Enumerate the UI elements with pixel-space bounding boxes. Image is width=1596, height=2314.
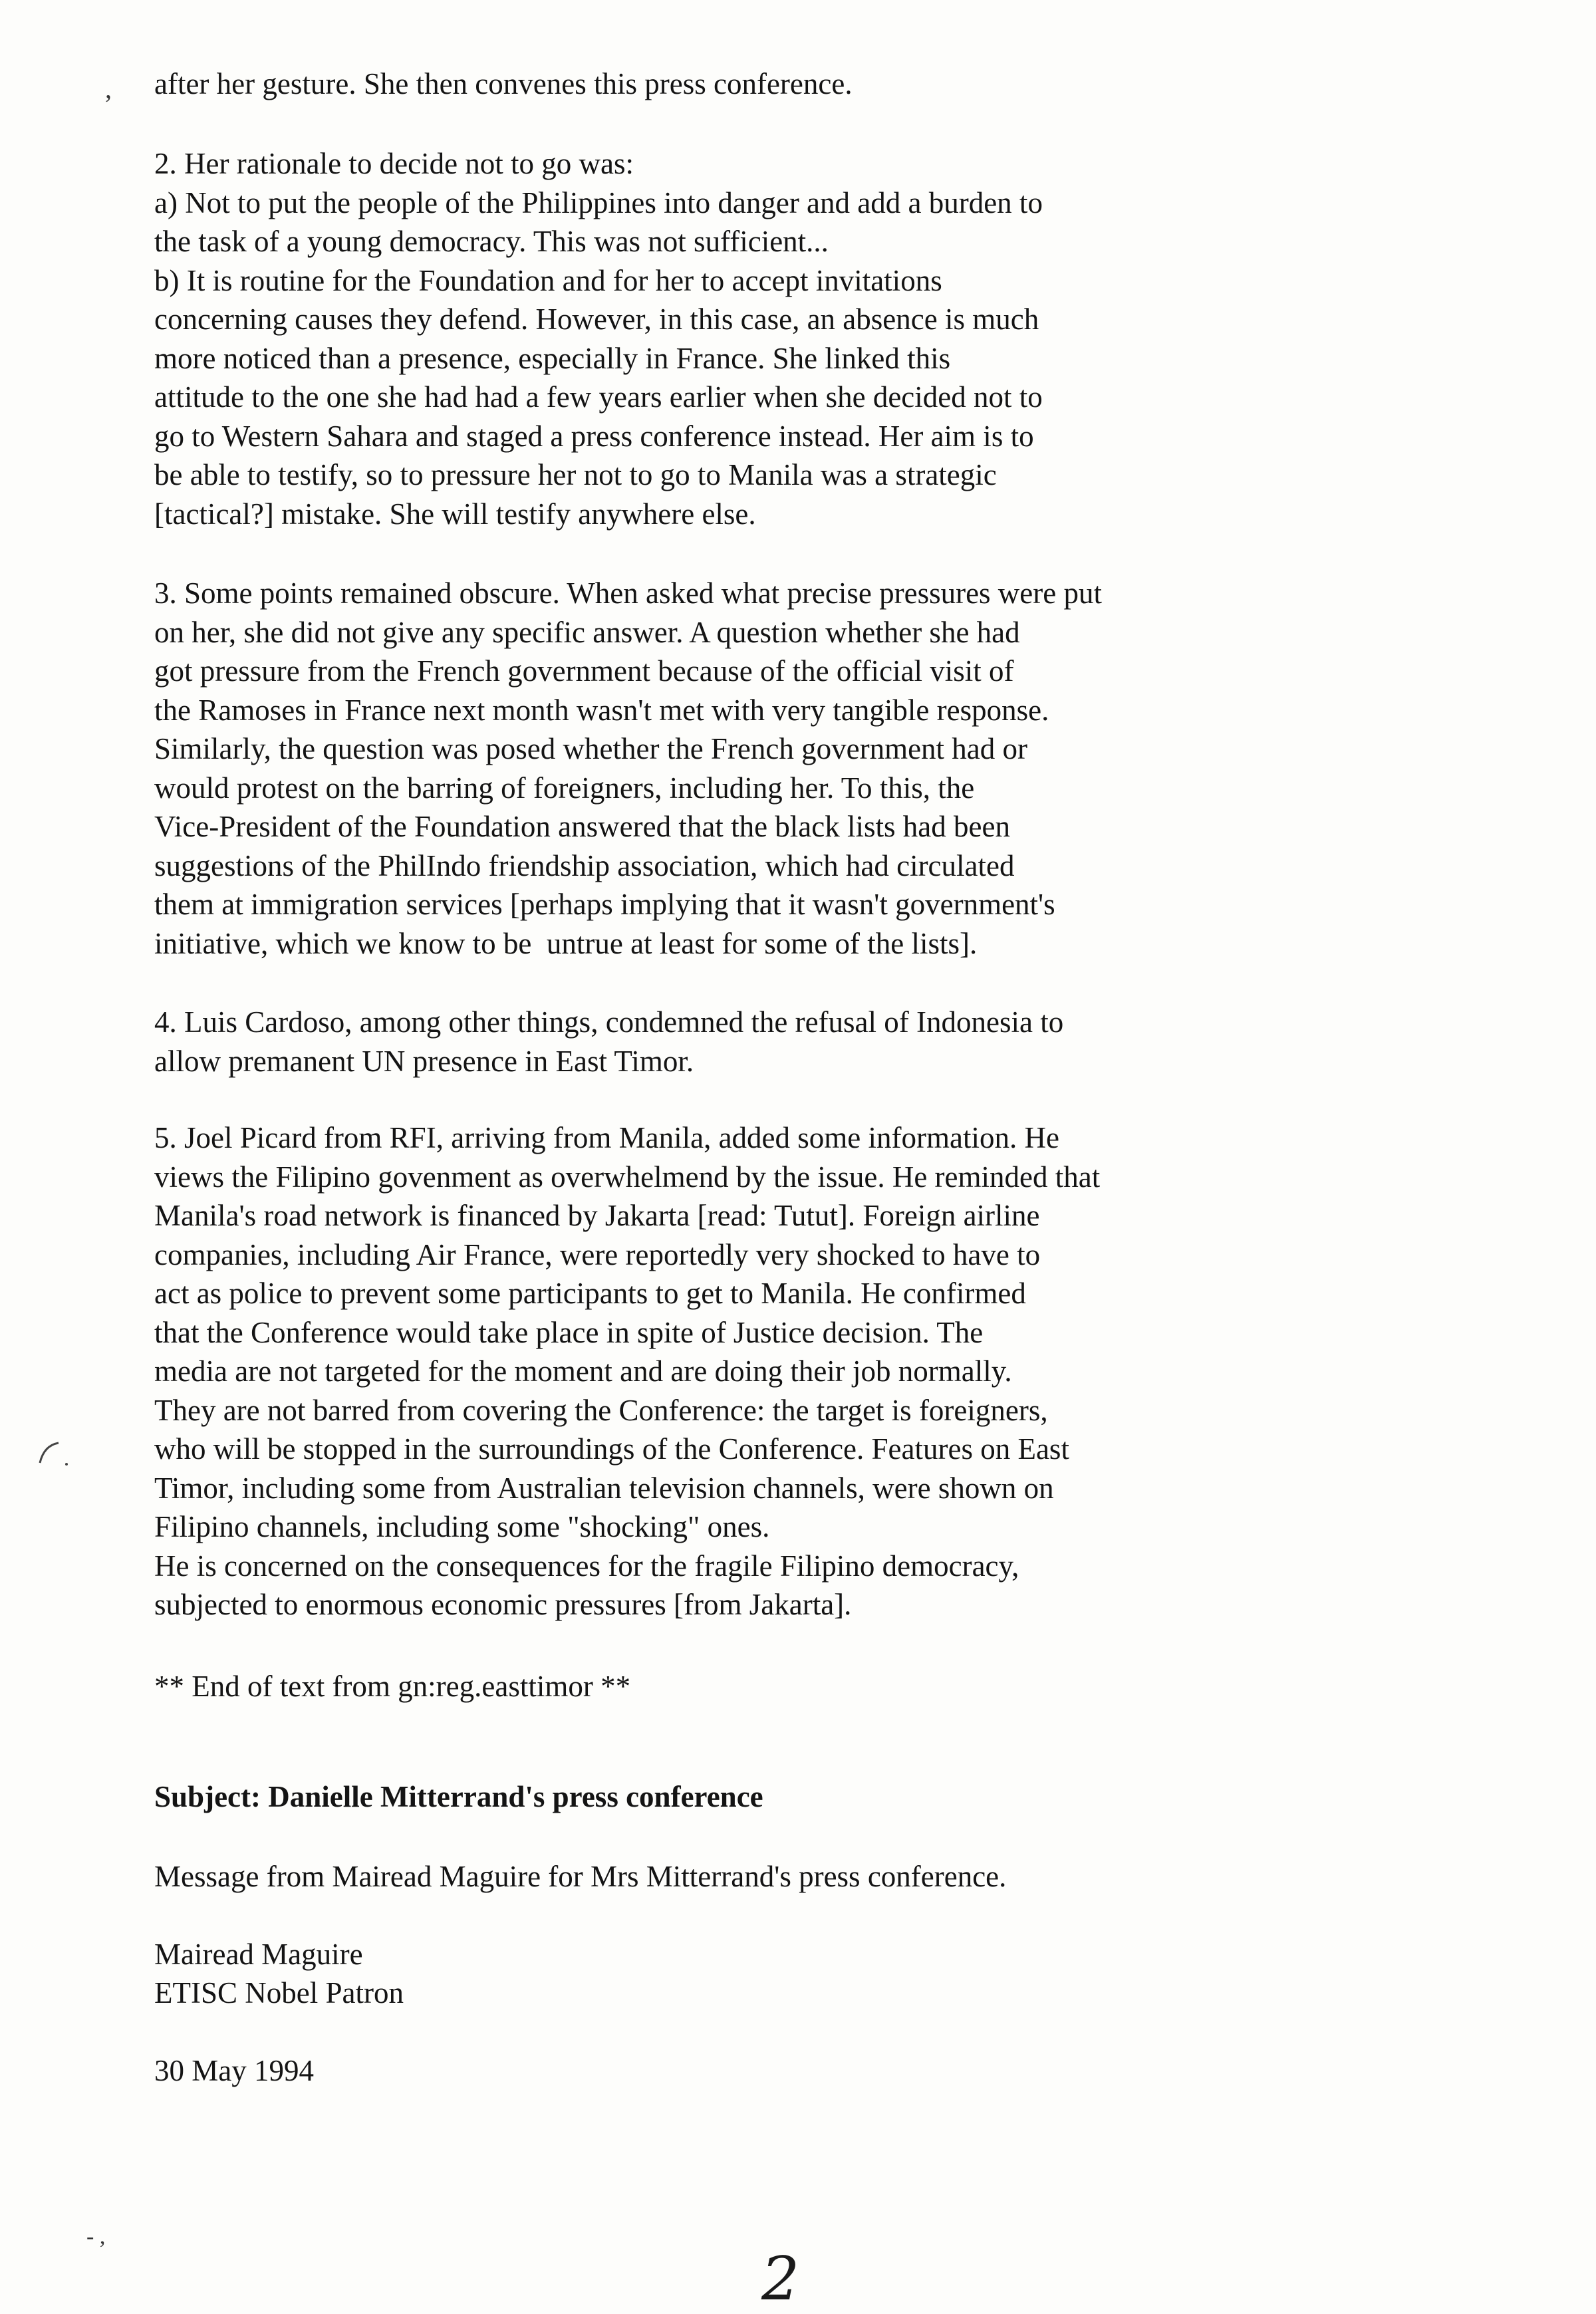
margin-tick-mark-bottom: - ,	[86, 2224, 106, 2249]
margin-tick-mark: ,	[105, 74, 112, 104]
paragraph-2: 2. Her rationale to decide not to go was: a) Not to put the people of the Philippines into danger and add a burden to the task of a young democracy. This was not sufficient... b) It is routine for the Foundation and for her to accept invitations concerning causes they defend. However, in this case, an absence is much more noticed than a presence, especially in France. She linked this attitude to the one she had had a few years earlier when she decided not to go to Western Sahara and staged a press conference instead. Her aim is to be able to testify, so to pressure her not to go to Manila was a strategic [tactical?] mistake. She will testify anywhere else.	[154, 147, 1043, 531]
paragraph-4: 4. Luis Cardoso, among other things, condemned the refusal of Indonesia to allow premanent UN presence in East Timor.	[154, 1005, 1064, 1078]
signature-name: Mairead Maguire	[154, 1938, 363, 1971]
message-line: Message from Mairead Maguire for Mrs Mitterrand's press conference.	[154, 1860, 1007, 1893]
document-date: 30 May 1994	[154, 2054, 314, 2087]
intro-line: after her gesture. She then convenes this press conference.	[154, 67, 853, 100]
signature-title: ETISC Nobel Patron	[154, 1976, 404, 2009]
page-number: 2	[761, 2244, 800, 2314]
subject-heading: Subject: Danielle Mitterrand's press conference	[154, 1780, 763, 1813]
end-of-text-marker: ** End of text from gn:reg.easttimor **	[154, 1670, 631, 1703]
paragraph-5: 5. Joel Picard from RFI, arriving from Manila, added some information. He views the Filipino govenment as overwhelmend by the issue. He reminded that Manila's road network is financed by Jakarta [read: Tutut]. Foreign airline companies, including Air France, were reportedly very shocked to have to act as police to prevent some participants to get to Manila. He confirmed that the Conference would take place in spite of Justice decision. The media are not targeted for the moment and are doing their job normally. They are not barred from covering the Conference: the target is foreigners, who will be stopped in the surroundings of the Conference. Features on East Timor, including some from Australian television channels, were shown on Filipino channels, including some "shocking" ones. He is concerned on the consequences for the fragile Filipino democracy, subjected to enormous economic pressures [from Jakarta].	[154, 1121, 1101, 1621]
margin-scribble-mark	[32, 1436, 72, 1476]
paragraph-3: 3. Some points remained obscure. When asked what precise pressures were put on her, she did not give any specific answer. A question whether she had got pressure from the French government because of the official visit of the Ramoses in France next month wasn't met with very tangible response. Similarly, the question was posed whether the French government had or would protest on the barring of foreigners, including her. To this, the Vice-President of the Foundation answered that the black lists had been suggestions of the PhilIndo friendship association, which had circulated them at immigration services [perhaps implying that it wasn't government's initiative, which we know to be untrue at least for some of the lists].	[154, 577, 1102, 960]
